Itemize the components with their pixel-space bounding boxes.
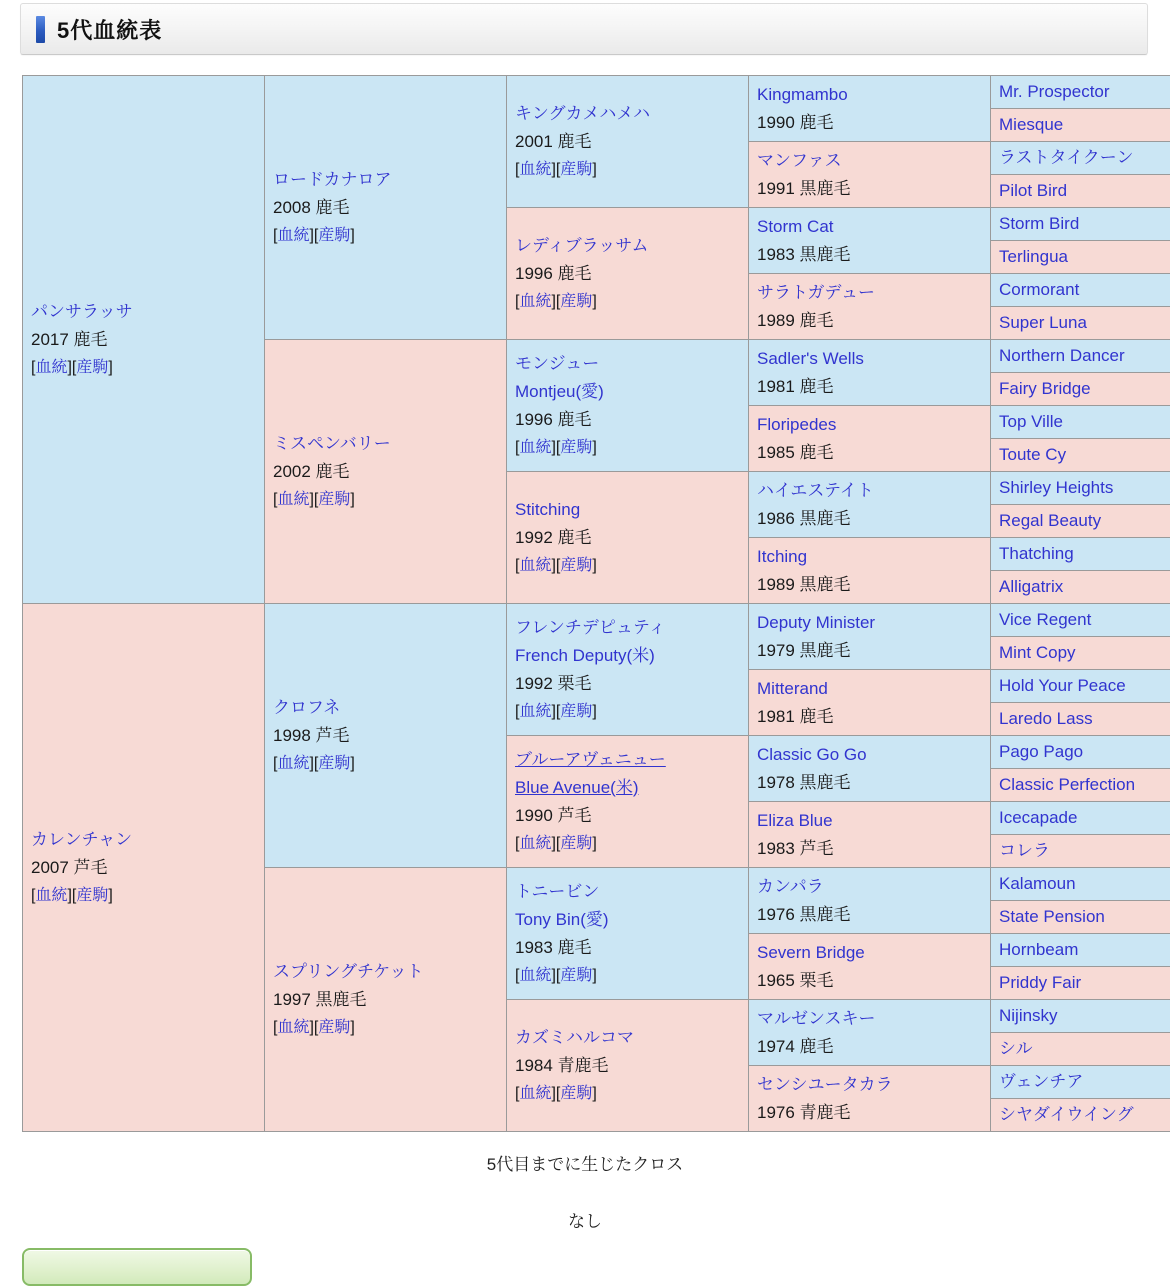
horse-year-coat: 1992 鹿毛 xyxy=(515,524,740,552)
bracket-close: ] xyxy=(309,491,313,508)
bracket-open: [ xyxy=(31,887,35,904)
cell-links xyxy=(31,354,256,382)
horse-name-link[interactable]: Laredo Lass xyxy=(999,709,1093,728)
pedigree-cell-gen3-0 xyxy=(507,76,749,208)
pedigree-cell-gen5-25 xyxy=(991,901,1170,934)
horse-name-link[interactable]: クロフネ xyxy=(273,698,340,717)
offspring-link[interactable]: 産駒 xyxy=(318,755,350,772)
bracket-open: [ xyxy=(515,967,519,984)
cell-links xyxy=(273,750,498,778)
horse-name-link[interactable]: State Pension xyxy=(999,907,1105,926)
bracket-open: [ xyxy=(314,755,318,772)
bracket-open: [ xyxy=(314,1019,318,1036)
pedigree-cell-gen5-18 xyxy=(991,670,1170,703)
horse-name-link[interactable]: Eliza Blue xyxy=(757,811,833,830)
horse-year-coat: 1992 栗毛 xyxy=(515,670,740,698)
bracket-close: ] xyxy=(309,1019,313,1036)
horse-name-link[interactable]: Thatching xyxy=(999,544,1074,563)
pedigree-cell-gen3-6 xyxy=(507,868,749,1000)
cell-links xyxy=(31,882,256,910)
bracket-open: [ xyxy=(273,227,277,244)
horse-name-link[interactable]: ミスペンバリー xyxy=(273,434,391,453)
offspring-link[interactable]: 産駒 xyxy=(560,967,592,984)
horse-name-link[interactable]: ラストタイクーン xyxy=(999,148,1133,167)
horse-name-link[interactable]: Mint Copy xyxy=(999,643,1076,662)
horse-name-link[interactable]: Top Ville xyxy=(999,412,1063,431)
blood-link[interactable]: 血統 xyxy=(35,359,67,376)
horse-year-coat: 1981 鹿毛 xyxy=(757,703,982,731)
bracket-close: ] xyxy=(350,227,354,244)
offspring-link[interactable]: 産駒 xyxy=(560,161,592,178)
horse-name-link[interactable]: トニービン xyxy=(515,882,599,901)
horse-year-coat: 1981 鹿毛 xyxy=(757,373,982,401)
pedigree-cell-gen5-24 xyxy=(991,868,1170,901)
bracket-open: [ xyxy=(515,835,519,852)
pedigree-cell-gen4-7 xyxy=(749,538,991,604)
offspring-link[interactable]: 産駒 xyxy=(560,703,592,720)
offspring-link[interactable]: 産駒 xyxy=(560,557,592,574)
pedigree-cell-gen5-27 xyxy=(991,967,1170,1000)
blood-link[interactable]: 血統 xyxy=(35,887,67,904)
pedigree-cell-gen5-16 xyxy=(991,604,1170,637)
blood-link[interactable]: 血統 xyxy=(519,293,551,310)
bracket-close: ] xyxy=(551,967,555,984)
horse-year-coat: 1986 黒鹿毛 xyxy=(757,505,982,533)
cell-links xyxy=(515,698,740,726)
pedigree-cell-gen5-13 xyxy=(991,505,1170,538)
cell-links xyxy=(515,156,740,184)
cell-links xyxy=(273,1014,498,1042)
pedigree-cell-gen5-26 xyxy=(991,934,1170,967)
page-title: 5代血統表 xyxy=(57,14,162,45)
horse-year-coat: 1989 黒鹿毛 xyxy=(757,571,982,599)
horse-name-link[interactable]: Floripedes xyxy=(757,415,836,434)
horse-name-link[interactable]: Miesque xyxy=(999,115,1063,134)
horse-name-link[interactable]: Stitching xyxy=(515,500,580,519)
horse-name-link[interactable]: Toute Cy xyxy=(999,445,1066,464)
pedigree-cell-gen5-30 xyxy=(991,1066,1170,1099)
horse-year-coat: 1991 黒鹿毛 xyxy=(757,175,982,203)
horse-name-link[interactable]: パンサラッサ xyxy=(31,302,133,321)
pedigree-cell-gen5-9 xyxy=(991,373,1170,406)
bracket-close: ] xyxy=(67,887,71,904)
bracket-close: ] xyxy=(551,835,555,852)
pedigree-cell-gen5-0 xyxy=(991,76,1170,109)
bottom-partial-button[interactable] xyxy=(22,1248,252,1286)
bracket-close: ] xyxy=(350,755,354,772)
horse-name-link[interactable]: Storm Cat xyxy=(757,217,834,236)
horse-name-link[interactable]: Fairy Bridge xyxy=(999,379,1091,398)
pedigree-cell-gen4-4 xyxy=(749,340,991,406)
pedigree-cell-gen4-2 xyxy=(749,208,991,274)
header-accent-bar xyxy=(36,16,45,43)
pedigree-cell-gen5-10 xyxy=(991,406,1170,439)
horse-name-link[interactable]: Shirley Heights xyxy=(999,478,1113,497)
horse-name-link[interactable]: Sadler's Wells xyxy=(757,349,864,368)
pedigree-cell-gen5-15 xyxy=(991,571,1170,604)
bracket-open: [ xyxy=(515,439,519,456)
pedigree-cell-gen4-1 xyxy=(749,142,991,208)
horse-name-link[interactable]: Alligatrix xyxy=(999,577,1063,596)
horse-year-coat: 1997 黒鹿毛 xyxy=(273,986,498,1014)
bracket-close: ] xyxy=(592,161,596,178)
cell-links xyxy=(515,962,740,990)
offspring-link[interactable]: 産駒 xyxy=(318,1019,350,1036)
horse-name-link[interactable]: マルゼンスキー xyxy=(757,1009,876,1028)
bracket-open: [ xyxy=(556,439,560,456)
offspring-link[interactable]: 産駒 xyxy=(560,439,592,456)
pedigree-cell-gen5-1 xyxy=(991,109,1170,142)
horse-name-link[interactable]: Pago Pago xyxy=(999,742,1083,761)
pedigree-cell-gen2-1 xyxy=(265,340,507,604)
horse-year-coat: 1983 芦毛 xyxy=(757,835,982,863)
horse-year-coat: 1984 青鹿毛 xyxy=(515,1052,740,1080)
bracket-open: [ xyxy=(556,967,560,984)
pedigree-cell-gen3-5 xyxy=(507,736,749,868)
pedigree-cell-gen3-2 xyxy=(507,340,749,472)
bracket-close: ] xyxy=(592,1085,596,1102)
horse-name-link[interactable]: カズミハルコマ xyxy=(515,1028,634,1047)
blood-link[interactable]: 血統 xyxy=(519,835,551,852)
section-header xyxy=(20,3,1148,55)
horse-year-coat: 1978 黒鹿毛 xyxy=(757,769,982,797)
bracket-close: ] xyxy=(551,293,555,310)
pedigree-row xyxy=(23,76,1170,109)
bracket-open: [ xyxy=(556,293,560,310)
pedigree-cell-gen5-28 xyxy=(991,1000,1170,1033)
horse-name-link[interactable]: Mr. Prospector xyxy=(999,82,1110,101)
bracket-close: ] xyxy=(108,359,112,376)
horse-name-link[interactable]: ハイエステイト xyxy=(757,481,874,500)
blood-link[interactable]: 血統 xyxy=(519,967,551,984)
horse-year-coat: 1983 鹿毛 xyxy=(515,934,740,962)
horse-year-coat: 1979 黒鹿毛 xyxy=(757,637,982,665)
pedigree-cell-gen5-2 xyxy=(991,142,1170,175)
horse-year-coat: 1989 鹿毛 xyxy=(757,307,982,335)
offspring-link[interactable]: 産駒 xyxy=(560,1085,592,1102)
pedigree-cell-gen5-3 xyxy=(991,175,1170,208)
horse-year-coat: 2002 鹿毛 xyxy=(273,458,498,486)
pedigree-cell-gen5-7 xyxy=(991,307,1170,340)
pedigree-cell-gen5-29 xyxy=(991,1033,1170,1066)
bracket-open: [ xyxy=(273,491,277,508)
horse-name-link[interactable]: Nijinsky xyxy=(999,1006,1058,1025)
pedigree-cell-gen4-9 xyxy=(749,670,991,736)
bracket-close: ] xyxy=(592,293,596,310)
bracket-open: [ xyxy=(556,703,560,720)
horse-name-link[interactable]: センシユータカラ xyxy=(757,1075,893,1094)
pedigree-cell-gen5-8 xyxy=(991,340,1170,373)
bracket-open: [ xyxy=(556,835,560,852)
pedigree-cell-gen5-22 xyxy=(991,802,1170,835)
horse-name-link[interactable]: Kingmambo xyxy=(757,85,848,104)
horse-name-link[interactable]: ブルーアヴェニュー xyxy=(515,750,666,769)
pedigree-cell-gen2-2 xyxy=(265,604,507,868)
horse-name-link[interactable]: レディブラッサム xyxy=(515,236,648,255)
horse-name-link[interactable]: スプリングチケット xyxy=(273,962,423,981)
cell-links xyxy=(515,830,740,858)
offspring-link[interactable]: 産駒 xyxy=(76,887,108,904)
horse-year-coat: 2007 芦毛 xyxy=(31,854,256,882)
pedigree-cell-gen1-0 xyxy=(23,76,265,604)
bracket-close: ] xyxy=(592,835,596,852)
horse-name-link[interactable]: Cormorant xyxy=(999,280,1079,299)
pedigree-cell-gen4-0 xyxy=(749,76,991,142)
bracket-close: ] xyxy=(592,557,596,574)
horse-year-coat: 2008 鹿毛 xyxy=(273,194,498,222)
bracket-close: ] xyxy=(350,1019,354,1036)
horse-year-coat: 1990 鹿毛 xyxy=(757,109,982,137)
pedigree-cell-gen5-6 xyxy=(991,274,1170,307)
bracket-close: ] xyxy=(551,557,555,574)
horse-year-coat: 1985 鹿毛 xyxy=(757,439,982,467)
pedigree-cell-gen5-4 xyxy=(991,208,1170,241)
pedigree-cell-gen5-11 xyxy=(991,439,1170,472)
horse-name-link[interactable]: Hornbeam xyxy=(999,940,1078,959)
pedigree-cell-gen4-6 xyxy=(749,472,991,538)
horse-name-link[interactable]: フレンチデピュティ xyxy=(515,618,666,637)
blood-link[interactable]: 血統 xyxy=(519,161,551,178)
horse-name-link[interactable]: Regal Beauty xyxy=(999,511,1101,530)
horse-name-link[interactable]: モンジュー xyxy=(515,354,599,373)
horse-name-link[interactable]: カンパラ xyxy=(757,877,824,896)
horse-year-coat: 2001 鹿毛 xyxy=(515,128,740,156)
horse-name-link[interactable]: Northern Dancer xyxy=(999,346,1125,365)
blood-link[interactable]: 血統 xyxy=(277,491,309,508)
horse-name-alt-link[interactable]: French Deputy(米) xyxy=(515,646,655,665)
pedigree-cell-gen5-5 xyxy=(991,241,1170,274)
horse-name-link[interactable]: カレンチャン xyxy=(31,830,132,849)
horse-name-link[interactable]: シヤダイウイング xyxy=(999,1105,1134,1124)
pedigree-cell-gen4-14 xyxy=(749,1000,991,1066)
cross-note-value: なし xyxy=(0,1207,1170,1232)
bracket-open: [ xyxy=(273,1019,277,1036)
cross-note-title: 5代目までに生じたクロス xyxy=(0,1150,1170,1175)
blood-link[interactable]: 血統 xyxy=(519,439,551,456)
horse-name-link[interactable]: Kalamoun xyxy=(999,874,1076,893)
pedigree-cell-gen4-10 xyxy=(749,736,991,802)
horse-year-coat: 1965 栗毛 xyxy=(757,967,982,995)
pedigree-cell-gen3-1 xyxy=(507,208,749,340)
pedigree-cell-gen5-21 xyxy=(991,769,1170,802)
pedigree-cell-gen5-14 xyxy=(991,538,1170,571)
cell-links xyxy=(515,552,740,580)
bracket-close: ] xyxy=(592,967,596,984)
horse-year-coat: 2017 鹿毛 xyxy=(31,326,256,354)
horse-name-link[interactable]: Priddy Fair xyxy=(999,973,1081,992)
bracket-open: [ xyxy=(515,1085,519,1102)
horse-name-link[interactable]: Vice Regent xyxy=(999,610,1091,629)
bracket-open: [ xyxy=(314,491,318,508)
bracket-close: ] xyxy=(592,703,596,720)
bracket-open: [ xyxy=(314,227,318,244)
pedigree-cell-gen4-12 xyxy=(749,868,991,934)
pedigree-cell-gen4-15 xyxy=(749,1066,991,1132)
offspring-link[interactable]: 産駒 xyxy=(318,491,350,508)
bracket-open: [ xyxy=(515,161,519,178)
horse-year-coat: 1998 芦毛 xyxy=(273,722,498,750)
horse-name-link[interactable]: キングカメハメハ xyxy=(515,104,650,123)
bracket-close: ] xyxy=(67,359,71,376)
pedigree-cell-gen5-19 xyxy=(991,703,1170,736)
bracket-close: ] xyxy=(551,1085,555,1102)
bracket-open: [ xyxy=(556,1085,560,1102)
pedigree-cell-gen5-23 xyxy=(991,835,1170,868)
horse-year-coat: 1976 青鹿毛 xyxy=(757,1099,982,1127)
bracket-close: ] xyxy=(350,491,354,508)
horse-name-alt-link[interactable]: Tony Bin(愛) xyxy=(515,910,609,929)
horse-name-link[interactable]: Classic Perfection xyxy=(999,775,1135,794)
pedigree-cell-gen4-8 xyxy=(749,604,991,670)
cell-links xyxy=(515,434,740,462)
pedigree-cell-gen2-3 xyxy=(265,868,507,1132)
horse-name-link[interactable]: Super Luna xyxy=(999,313,1087,332)
bracket-open: [ xyxy=(72,887,76,904)
pedigree-table xyxy=(22,75,1170,1132)
horse-name-link[interactable]: Classic Go Go xyxy=(757,745,867,764)
horse-year-coat: 1990 芦毛 xyxy=(515,802,740,830)
bracket-open: [ xyxy=(515,557,519,574)
bracket-open: [ xyxy=(273,755,277,772)
horse-year-coat: 1976 黒鹿毛 xyxy=(757,901,982,929)
bracket-close: ] xyxy=(309,755,313,772)
horse-name-link[interactable]: サラトガデュー xyxy=(757,283,875,302)
blood-link[interactable]: 血統 xyxy=(277,755,309,772)
pedigree-cell-gen4-5 xyxy=(749,406,991,472)
pedigree-cell-gen5-20 xyxy=(991,736,1170,769)
horse-name-link[interactable]: Pilot Bird xyxy=(999,181,1067,200)
horse-name-link[interactable]: Icecapade xyxy=(999,808,1077,827)
bracket-open: [ xyxy=(556,161,560,178)
cell-links xyxy=(515,288,740,316)
offspring-link[interactable]: 産駒 xyxy=(318,227,350,244)
pedigree-cell-gen4-11 xyxy=(749,802,991,868)
pedigree-cell-gen2-0 xyxy=(265,76,507,340)
horse-year-coat: 1974 鹿毛 xyxy=(757,1033,982,1061)
pedigree-cell-gen4-13 xyxy=(749,934,991,1000)
horse-name-alt-link[interactable]: Blue Avenue(米) xyxy=(515,778,638,797)
horse-name-link[interactable]: Storm Bird xyxy=(999,214,1079,233)
pedigree-cell-gen4-3 xyxy=(749,274,991,340)
blood-link[interactable]: 血統 xyxy=(277,227,309,244)
pedigree-cell-gen1-1 xyxy=(23,604,265,1132)
horse-name-link[interactable]: Itching xyxy=(757,547,807,566)
horse-name-link[interactable]: Severn Bridge xyxy=(757,943,865,962)
pedigree-row xyxy=(23,604,1170,637)
pedigree-cell-gen3-4 xyxy=(507,604,749,736)
blood-link[interactable]: 血統 xyxy=(277,1019,309,1036)
bracket-close: ] xyxy=(551,439,555,456)
bracket-open: [ xyxy=(31,359,35,376)
horse-name-link[interactable]: コレラ xyxy=(999,841,1050,860)
cell-links xyxy=(515,1080,740,1108)
blood-link[interactable]: 血統 xyxy=(519,1085,551,1102)
horse-year-coat: 1983 黒鹿毛 xyxy=(757,241,982,269)
bracket-open: [ xyxy=(515,293,519,310)
pedigree-cell-gen5-12 xyxy=(991,472,1170,505)
pedigree-cell-gen5-17 xyxy=(991,637,1170,670)
horse-name-link[interactable]: Terlingua xyxy=(999,247,1068,266)
offspring-link[interactable]: 産駒 xyxy=(76,359,108,376)
bracket-close: ] xyxy=(309,227,313,244)
horse-name-alt-link[interactable]: Montjeu(愛) xyxy=(515,382,604,401)
bracket-close: ] xyxy=(592,439,596,456)
horse-name-link[interactable]: マンファス xyxy=(757,151,842,170)
blood-link[interactable]: 血統 xyxy=(519,703,551,720)
bracket-open: [ xyxy=(72,359,76,376)
horse-year-coat: 1996 鹿毛 xyxy=(515,260,740,288)
cell-links xyxy=(273,222,498,250)
bracket-open: [ xyxy=(515,703,519,720)
bracket-close: ] xyxy=(108,887,112,904)
offspring-link[interactable]: 産駒 xyxy=(560,293,592,310)
horse-name-link[interactable]: Hold Your Peace xyxy=(999,676,1126,695)
offspring-link[interactable]: 産駒 xyxy=(560,835,592,852)
pedigree-cell-gen3-7 xyxy=(507,1000,749,1132)
bracket-close: ] xyxy=(551,703,555,720)
bracket-open: [ xyxy=(556,557,560,574)
bracket-close: ] xyxy=(551,161,555,178)
horse-name-link[interactable]: Deputy Minister xyxy=(757,613,875,632)
horse-name-link[interactable]: Mitterand xyxy=(757,679,828,698)
pedigree-cell-gen3-3 xyxy=(507,472,749,604)
horse-year-coat: 1996 鹿毛 xyxy=(515,406,740,434)
pedigree-cell-gen5-31 xyxy=(991,1099,1170,1132)
horse-name-link[interactable]: シル xyxy=(999,1039,1033,1058)
cell-links xyxy=(273,486,498,514)
horse-name-link[interactable]: ヴェンチア xyxy=(999,1072,1083,1091)
horse-name-link[interactable]: ロードカナロア xyxy=(273,170,392,189)
blood-link[interactable]: 血統 xyxy=(519,557,551,574)
